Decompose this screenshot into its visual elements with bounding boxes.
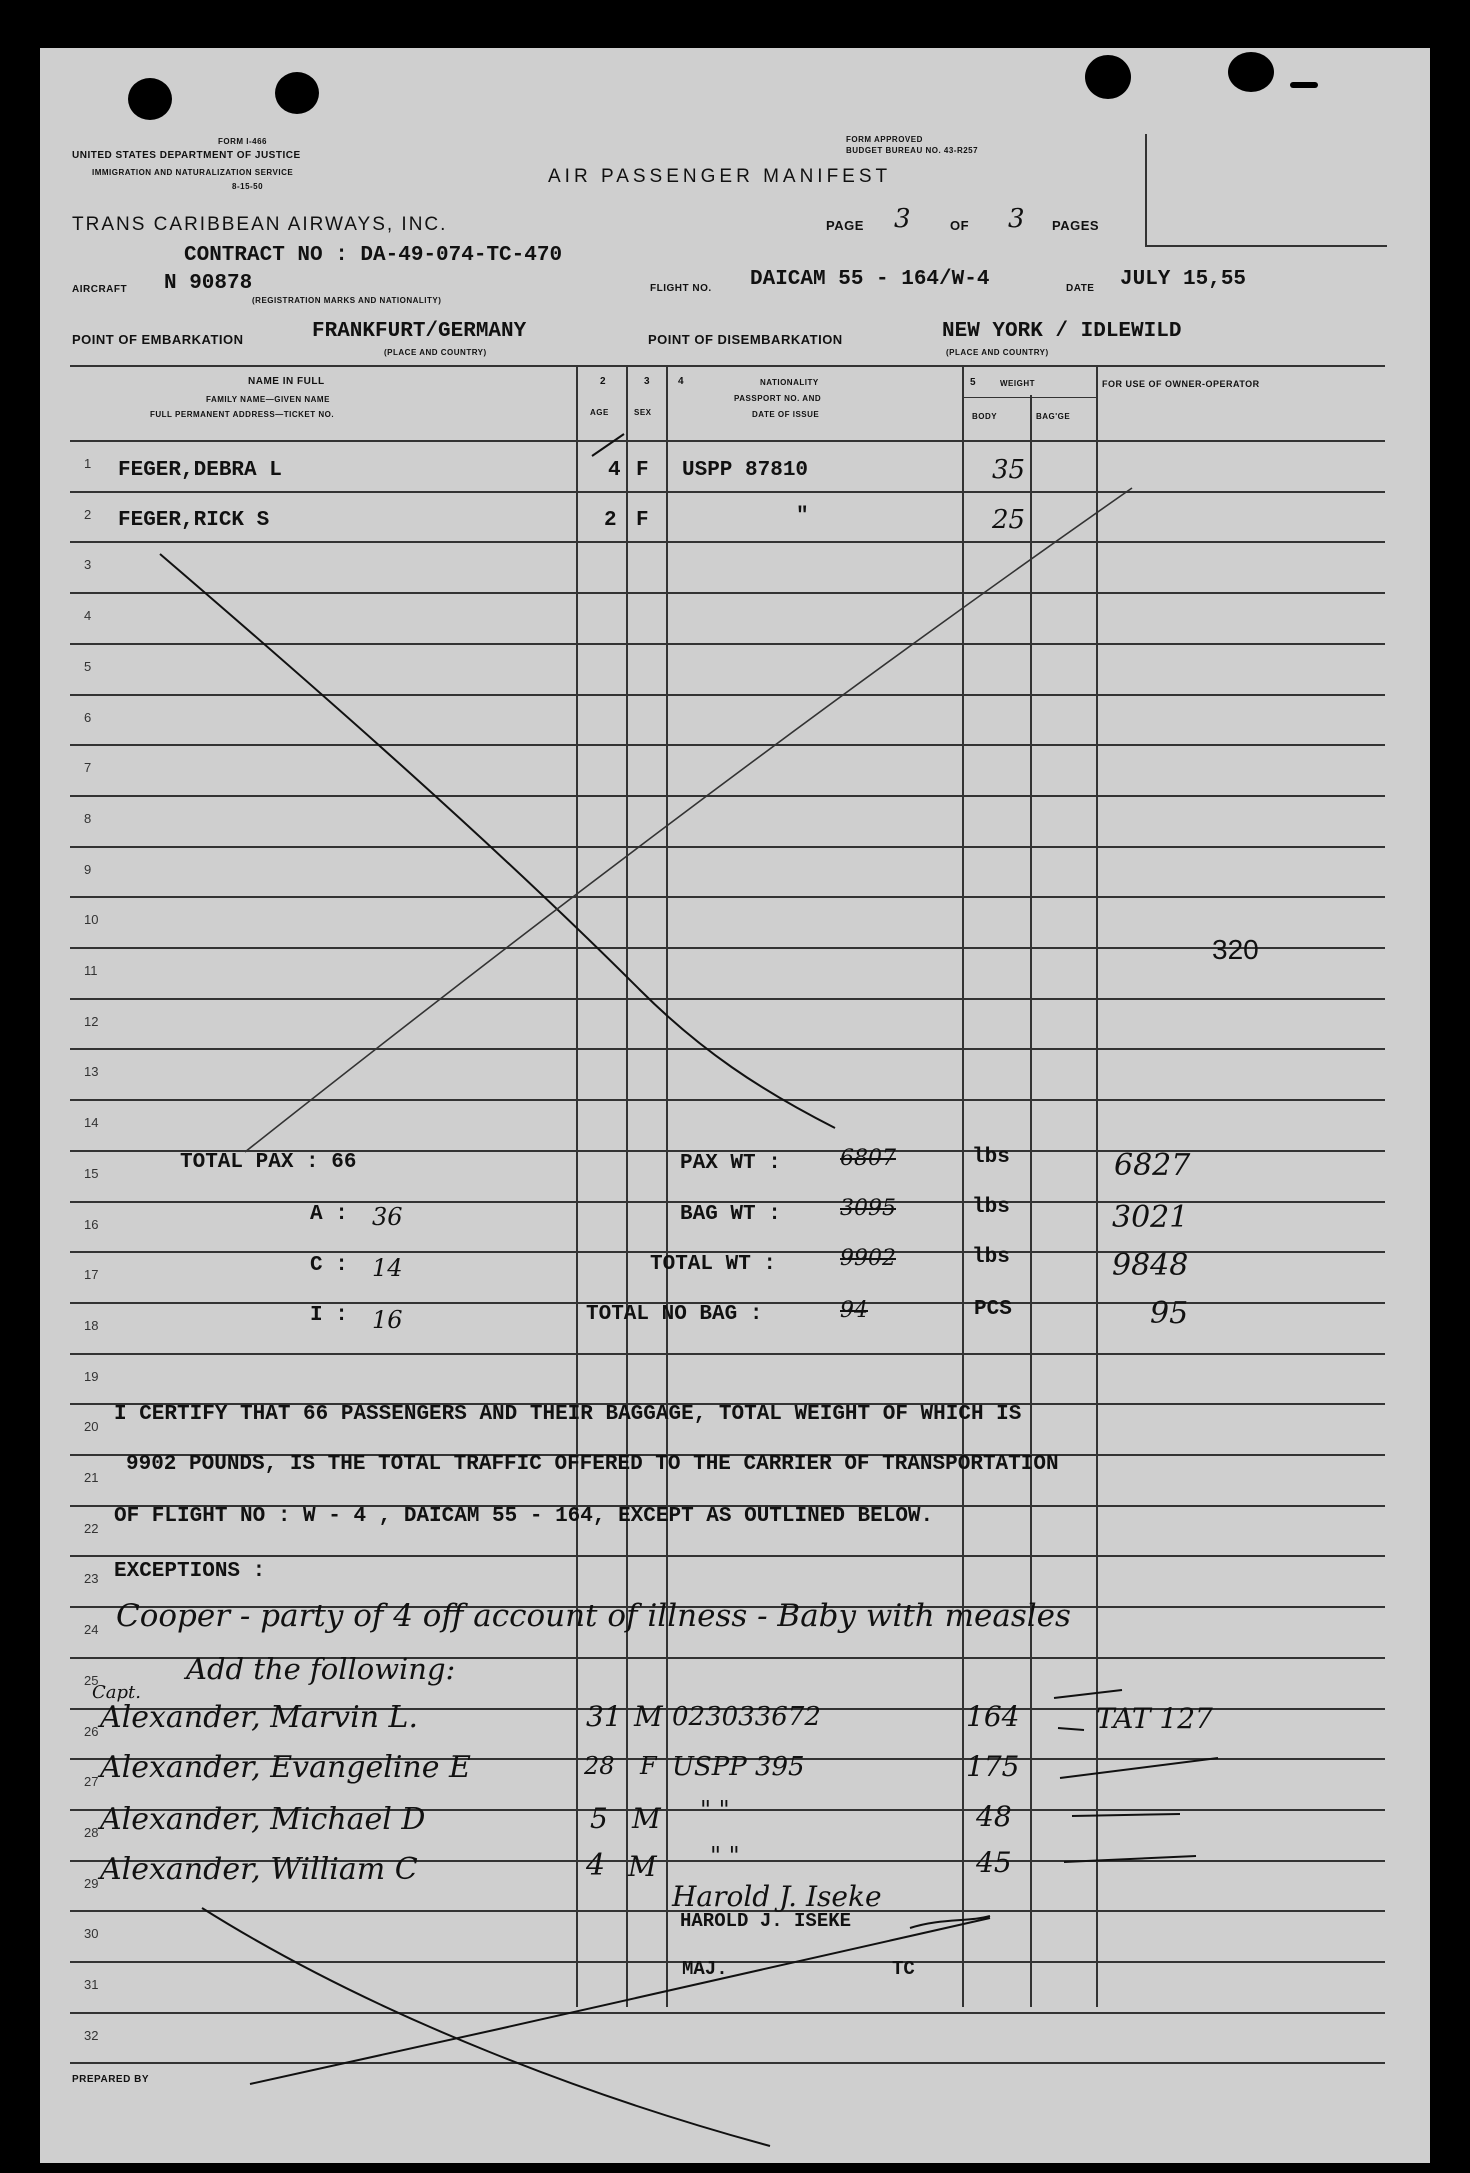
passenger-1-name: FEGER,DEBRA L: [118, 459, 282, 482]
bottom-cross-stroke-2: [250, 1918, 990, 2084]
signer-rank: MAJ.: [682, 1958, 728, 1980]
of-label: OF: [950, 218, 970, 233]
handwritten-line24: Cooper - party of 4 off account of illness - Baby with measles: [116, 1598, 1071, 1634]
header-owner: FOR USE OF OWNER-OPERATOR: [1102, 379, 1260, 389]
row-number: 1: [84, 456, 92, 471]
total-c-label: C :: [310, 1254, 348, 1277]
total-a-label: A :: [310, 1203, 348, 1226]
row-number: 14: [84, 1115, 99, 1130]
passenger-1-age: 4: [608, 459, 621, 482]
header-name-l1: NAME IN FULL: [248, 376, 325, 387]
row-number: 24: [84, 1622, 99, 1637]
row-number: 7: [84, 760, 92, 775]
addition-1-age: 31: [586, 1700, 622, 1733]
aircraft-label: AIRCRAFT: [72, 284, 128, 295]
total-wt-old: 9902: [840, 1246, 896, 1271]
header-weight: WEIGHT: [1000, 379, 1035, 388]
row-number: 11: [84, 963, 98, 978]
flight-value: DAICAM 55 - 164/W-4: [750, 268, 990, 291]
page-label: PAGE: [826, 218, 864, 233]
row-number: 13: [84, 1064, 99, 1079]
header-col3: 3: [644, 376, 651, 387]
disembark-label: POINT OF DISEMBARKATION: [648, 332, 843, 347]
baggage-dash-3: [1072, 1814, 1180, 1816]
pages-label: PAGES: [1052, 218, 1100, 233]
handwritten-capt: Capt.: [92, 1682, 141, 1703]
bag-wt-label: BAG WT :: [680, 1203, 781, 1226]
row-number: 18: [84, 1318, 99, 1333]
certification-line2: 9902 POUNDS, IS THE TOTAL TRAFFIC OFFERED TO THE CARRIER OF TRANSPORTATION: [126, 1453, 1059, 1476]
row-number: 8: [84, 811, 92, 826]
bottom-cross-stroke-1: [202, 1908, 770, 2146]
addition-3-name: Alexander, Michael D: [100, 1802, 426, 1837]
certification-line3: OF FLIGHT NO : W - 4 , DAICAM 55 - 164, EXCEPT AS OUTLINED BELOW.: [114, 1505, 934, 1528]
form-title: AIR PASSENGER MANIFEST: [548, 166, 892, 187]
row-number: 6: [84, 710, 92, 725]
addition-2-passport: USPP 395: [672, 1752, 805, 1782]
addition-1-sex: M: [634, 1700, 663, 1733]
owner-dash-1: [1054, 1690, 1122, 1698]
certification-line1: I CERTIFY THAT 66 PASSENGERS AND THEIR BAGGAGE, TOTAL WEIGHT OF WHICH IS: [114, 1403, 1022, 1426]
contract-number: CONTRACT NO : DA-49-074-TC-470: [184, 244, 563, 267]
addition-2-age: 28: [584, 1752, 615, 1780]
form-date: 8-15-50: [232, 182, 264, 191]
owner-note: 320: [1212, 934, 1259, 965]
row-number: 15: [84, 1166, 99, 1181]
embark-value: FRANKFURT/GERMANY: [312, 320, 527, 343]
date-label: DATE: [1066, 283, 1095, 294]
header-nat-l1: NATIONALITY: [760, 378, 819, 387]
row-number: 2: [84, 507, 92, 522]
row-number: 20: [84, 1419, 99, 1434]
bag-wt-new: 3021: [1112, 1200, 1189, 1235]
passenger-2-age: 2: [604, 509, 617, 532]
addition-3-passport: " ": [700, 1796, 730, 1824]
page-number: 3: [894, 204, 911, 234]
addition-3-age: 5: [590, 1802, 608, 1835]
row-number: 17: [84, 1267, 99, 1282]
prepared-by-label: PREPARED BY: [72, 2074, 149, 2085]
row-number: 29: [84, 1876, 99, 1891]
baggage-dash-2: [1060, 1758, 1218, 1778]
row-number: 10: [84, 912, 99, 927]
total-i-label: I :: [310, 1304, 348, 1327]
header-nat-l2: PASSPORT NO. AND: [734, 394, 822, 403]
total-wt-unit: lbs: [972, 1246, 1010, 1269]
addition-1-note: TAT 127: [1096, 1702, 1213, 1735]
header-nat-l3: DATE OF ISSUE: [752, 410, 820, 419]
baggage-dash-4: [1064, 1856, 1196, 1862]
header-name-l3: FULL PERMANENT ADDRESS—TICKET NO.: [150, 410, 335, 419]
addition-1-name: Alexander, Marvin L.: [100, 1700, 419, 1735]
row-number: 5: [84, 659, 92, 674]
cross-out-stroke-1: [160, 554, 835, 1128]
passenger-2-name: FEGER,RICK S: [118, 509, 270, 532]
no-bag-new: 95: [1150, 1296, 1189, 1331]
embark-label: POINT OF EMBARKATION: [72, 332, 244, 347]
flight-label: FLIGHT NO.: [650, 283, 712, 294]
row-number: 3: [84, 557, 92, 572]
form-number: FORM I-466: [218, 137, 268, 146]
row-number: 25: [84, 1673, 99, 1688]
addition-4-passport: " ": [710, 1842, 740, 1870]
row-number: 28: [84, 1825, 99, 1840]
pax-wt-unit: lbs: [972, 1146, 1010, 1169]
addition-2-name: Alexander, Evangeline E: [100, 1750, 471, 1785]
bag-wt-old: 3095: [840, 1196, 896, 1221]
addition-1-passport: 023033672: [672, 1702, 821, 1732]
approval-line1: FORM APPROVED: [846, 135, 923, 144]
row-number: 26: [84, 1724, 99, 1739]
row-number: 19: [84, 1369, 99, 1384]
no-bag-unit: PCS: [974, 1298, 1012, 1321]
row-number: 27: [84, 1774, 99, 1789]
exceptions-label: EXCEPTIONS :: [114, 1560, 266, 1583]
no-bag-old: 94: [840, 1298, 868, 1323]
header-age: AGE: [590, 408, 609, 417]
pax-wt-label: PAX WT :: [680, 1152, 781, 1175]
bag-wt-unit: lbs: [972, 1196, 1010, 1219]
total-c-value: 14: [372, 1254, 403, 1282]
no-bag-label: TOTAL NO BAG :: [586, 1303, 763, 1326]
row-number: 21: [84, 1470, 99, 1485]
addition-4-name: Alexander, William C: [100, 1852, 418, 1887]
row-number: 32: [84, 2028, 99, 2043]
department: UNITED STATES DEPARTMENT OF JUSTICE: [72, 150, 301, 161]
disembark-value: NEW YORK / IDLEWILD: [942, 320, 1182, 343]
aircraft-value: N 90878: [164, 272, 253, 295]
addition-4-body: 45: [976, 1846, 1012, 1879]
signer-branch: TC: [892, 1958, 915, 1980]
header-col5: 5: [970, 377, 977, 388]
total-wt-new: 9848: [1112, 1248, 1189, 1283]
airline-name: TRANS CARIBBEAN AIRWAYS, INC.: [72, 214, 448, 235]
row-number: 12: [84, 1014, 99, 1029]
addition-3-sex: M: [632, 1802, 661, 1835]
addition-3-body: 48: [976, 1800, 1012, 1833]
passenger-1-body: 35: [992, 455, 1026, 485]
passenger-2-sex: F: [636, 509, 649, 532]
row-number: 31: [84, 1977, 99, 1992]
row-number: 30: [84, 1926, 99, 1941]
disembark-sub: (PLACE AND COUNTRY): [946, 348, 1049, 357]
addition-2-sex: F: [640, 1752, 657, 1780]
total-i-value: 16: [372, 1306, 403, 1334]
header-col4: 4: [678, 376, 685, 387]
total-a-value: 36: [372, 1203, 403, 1231]
age-cross-out: [592, 434, 624, 456]
signer-name: HAROLD J. ISEKE: [680, 1910, 852, 1932]
page-total: 3: [1008, 204, 1025, 234]
addition-4-sex: M: [628, 1850, 657, 1883]
handwritten-line25: Add the following:: [186, 1652, 456, 1686]
pax-wt-old: 6807: [840, 1146, 896, 1171]
header-baggage: BAG'GE: [1036, 412, 1071, 421]
header-name-l2: FAMILY NAME—GIVEN NAME: [206, 395, 330, 404]
approval-line2: BUDGET BUREAU NO. 43-R257: [846, 146, 979, 155]
passenger-1-sex: F: [636, 459, 649, 482]
date-value: JULY 15,55: [1120, 268, 1247, 291]
passenger-2-body: 25: [992, 505, 1026, 535]
signature: Harold J. Iseke: [672, 1880, 882, 1913]
embark-sub: (PLACE AND COUNTRY): [384, 348, 487, 357]
row-number: 23: [84, 1571, 99, 1586]
aircraft-sub: (REGISTRATION MARKS AND NATIONALITY): [252, 296, 442, 305]
service: IMMIGRATION AND NATURALIZATION SERVICE: [92, 168, 294, 177]
total-wt-label: TOTAL WT :: [650, 1253, 777, 1276]
total-pax: TOTAL PAX : 66: [180, 1151, 357, 1174]
baggage-dash-1: [1058, 1728, 1084, 1730]
pax-wt-new: 6827: [1114, 1148, 1191, 1183]
row-number: 9: [84, 862, 92, 877]
header-sex: SEX: [634, 408, 652, 417]
row-number: 16: [84, 1217, 99, 1232]
row-number: 22: [84, 1521, 99, 1536]
addition-4-age: 4: [586, 1848, 606, 1883]
passenger-2-passport: ": [796, 505, 809, 528]
header-body: BODY: [972, 412, 998, 421]
cross-out-stroke-2: [245, 488, 1132, 1152]
addition-2-body: 175: [966, 1750, 1020, 1783]
row-number: 4: [84, 608, 92, 623]
addition-1-body: 164: [966, 1700, 1020, 1733]
passenger-1-passport: USPP 87810: [682, 459, 809, 482]
header-col2: 2: [600, 376, 607, 387]
